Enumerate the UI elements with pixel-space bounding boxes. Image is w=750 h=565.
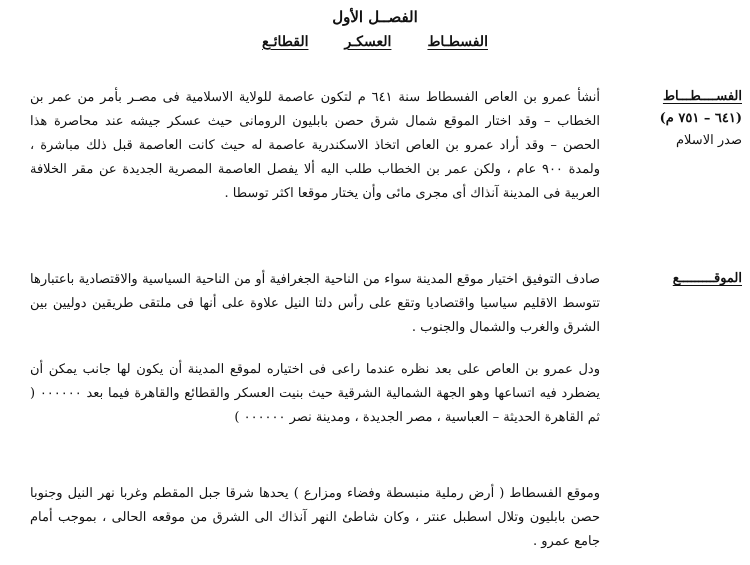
margin-fustat xyxy=(632,86,742,152)
topic-qatai: القطائـع xyxy=(262,34,309,50)
paragraph-location: صادف التوفيق اختيار موقع المدينة سواء من الناحية الجغرافية أو من الناحية السياسية والاقتصادية باعتبارها تتوسط الاقليم سياسيا واقتصاديا وتقع على رأس دلتا النيل علاوة على أنها فى ملتقى طريقين دوليين بين الشرق والغرب والشمال والجنوب . xyxy=(30,272,600,335)
paragraph-founding: أنشأ عمرو بن العاص الفسطاط سنة ٦٤١ م لتكون عاصمة للولاية الاسلامية فى مصـر بأمر من عمر بن الخطاب – وقد اختار الموقع شمال شرق حصن بابليون الرومانى حيث عسكر جيشه عند محاصرة هذا الحصن – وقد أراد عمرو بن العاص اتخاذ الاسكندرية عاصمة له حيث كانت العاصمة قبل ذلك مباشرة ، ولمدة ٩٠٠ عام ، ولكن عمر بن الخطاب طلب اليه ألا يفصل العاصمة المصرية الجديدة عن مقر الخلافة العربية فى المدينة آنذاك أى مجرى مائى وأن يختار موقعا اكثر توسطا . xyxy=(30,90,600,201)
margin-location xyxy=(632,268,742,290)
paragraph-boundaries: وموقع الفسطاط ( أرض رملية منبسطة وفضاء ومزارع ) يحدها شرقا جبل المقطم وغربا نهر النيل وجنوبا حصن بابليون وتلال اسطبل عنتر ، وكان شاطئ النهر آنذاك الى الشرق من موقعه الحالى ، بموجب أمام جامع عمرو . xyxy=(30,486,600,549)
topic-askar: العسكـر xyxy=(344,34,392,50)
margin-fustat-title: الفســــطـــاط xyxy=(662,89,742,104)
paragraph-founding-block xyxy=(30,86,600,206)
topic-fustat: الفسطـاط xyxy=(427,34,488,50)
margin-fustat-note: صدر الاسلام xyxy=(676,133,742,148)
margin-location-title: الموقـــــــــع xyxy=(672,271,742,286)
margin-fustat-dates: (٦٤١ – ٧٥١ م) xyxy=(659,111,742,126)
chapter-topics xyxy=(0,32,750,52)
paragraph-expansion: ودل عمرو بن العاص على بعد نظره عندما راعى فى اختياره لموقع المدينة أن يكون لها جانب يمكن أن يضطرد فيه اتساعها وهو الجهة الشمالية الشرقية حيث بنيت العسكر والقطائع والقاهرة فيما بعد ٠٠٠٠٠٠ ( ثم القاهرة الحديثة – العباسية ، مصر الجديدة ، ومدينة نصر ٠٠٠٠٠٠ ) xyxy=(30,362,600,425)
paragraph-expansion-block xyxy=(30,358,600,430)
paragraph-location-block xyxy=(30,268,600,340)
chapter-title: الفصــل الأول xyxy=(332,8,418,26)
paragraph-boundaries-block xyxy=(30,482,600,554)
